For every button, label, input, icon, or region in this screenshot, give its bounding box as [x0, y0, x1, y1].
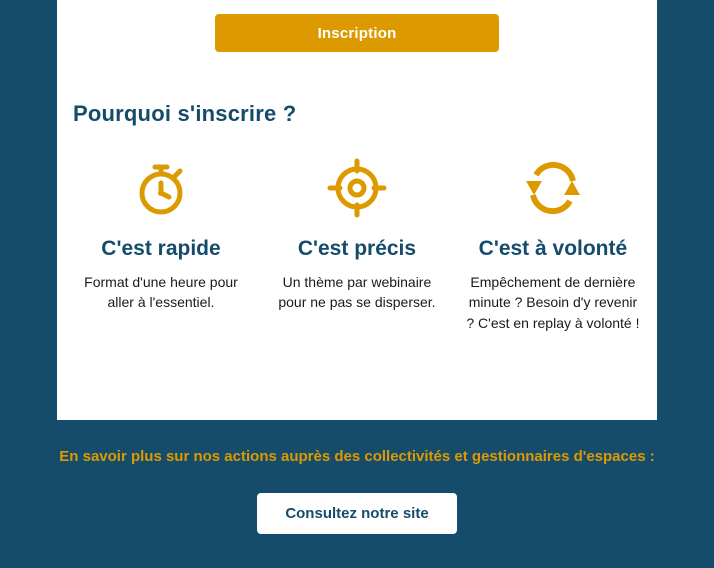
inscription-button[interactable]: Inscription [215, 14, 499, 52]
cta-container [57, 0, 657, 52]
benefits-columns [57, 155, 657, 333]
page-title: Pourquoi s'inscrire ? [73, 101, 297, 126]
benefit-text: Format d'une heure pour aller à l'essentiel. [84, 274, 238, 311]
refresh-loop-icon [461, 155, 645, 221]
benefit-column-volonte [455, 155, 651, 333]
target-icon [265, 155, 449, 221]
benefit-text: Un thème par webinaire pour ne pas se disperser. [278, 274, 436, 311]
visit-site-button[interactable]: Consultez notre site [257, 493, 456, 534]
banner-text: En savoir plus sur nos actions auprès des collectivités et gestionnaires d'espaces : [59, 448, 655, 465]
footer-banner [0, 420, 714, 568]
benefit-title: C'est précis [297, 237, 417, 260]
benefit-column-rapide [63, 155, 259, 333]
benefit-title: C'est à volonté [478, 237, 628, 260]
benefit-text: Empêchement de dernière minute ? Besoin d'y revenir ? C'est en replay à volonté ! [466, 274, 640, 331]
benefit-title: C'est rapide [101, 237, 221, 260]
stopwatch-icon [69, 155, 253, 221]
benefit-column-precis [259, 155, 455, 333]
